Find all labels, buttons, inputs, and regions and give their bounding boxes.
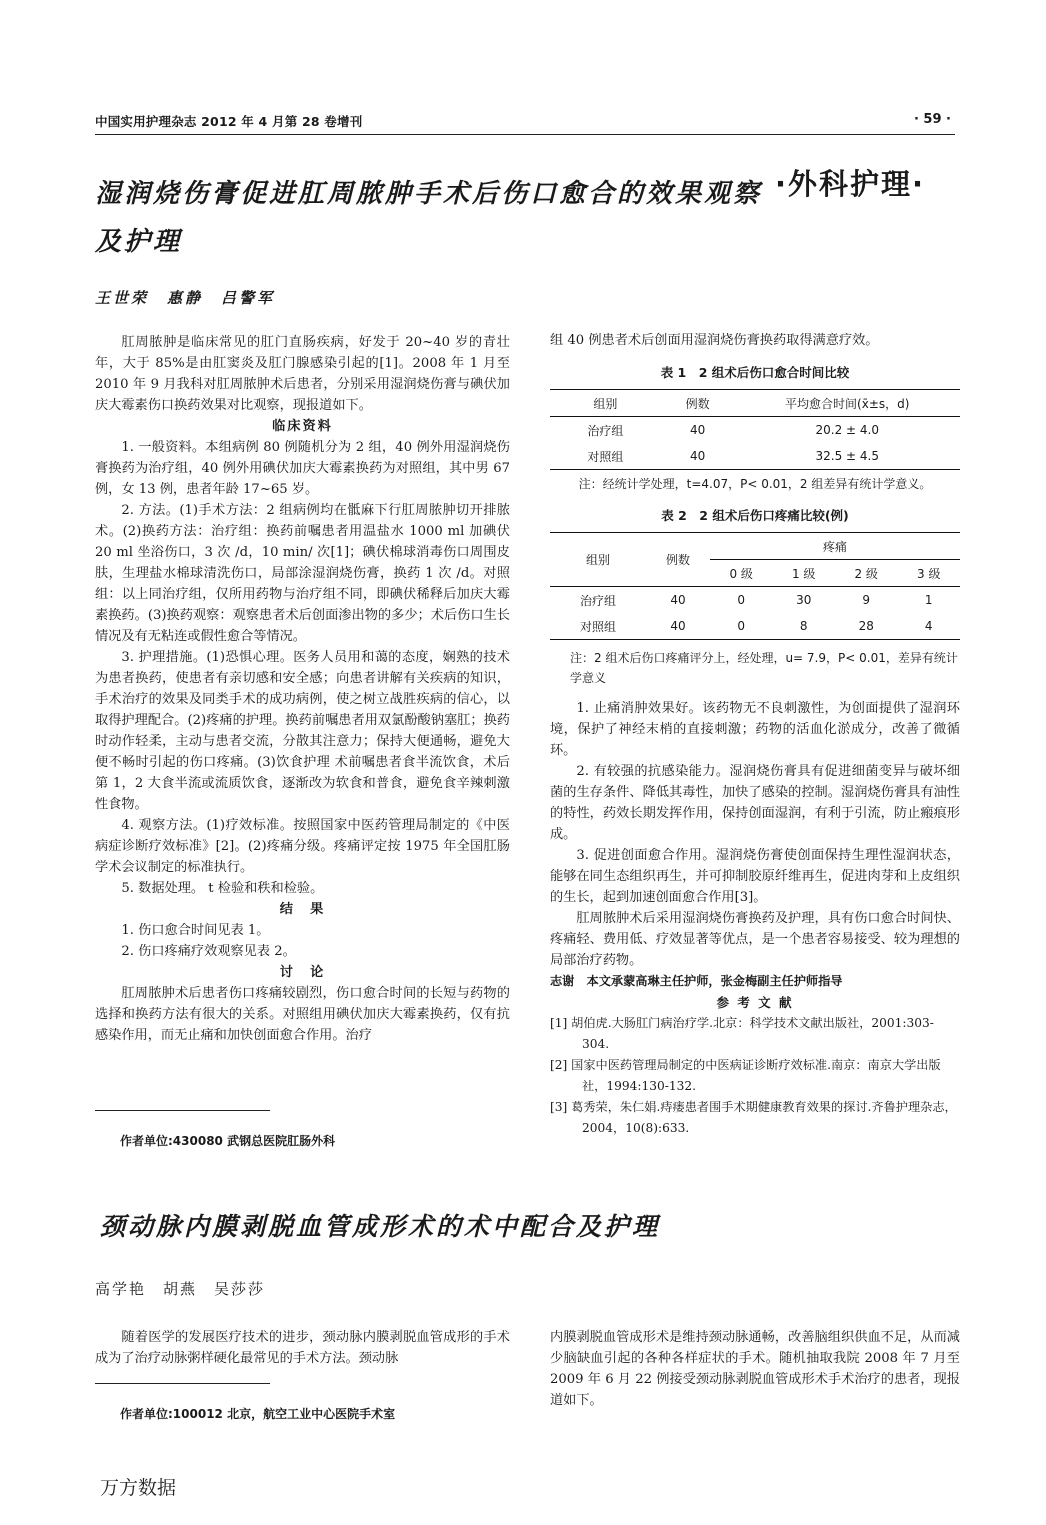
table-cell: 40	[670, 593, 686, 607]
discussion-point-3: 3. 促进创面愈合作用。湿润烧伤膏使创面保持生理性湿润状态，能够在同生态组织再生，并可抑制胶原纤维再生，促进肉芽和上皮组织的生长，起到加速创面愈合作用[3]。	[550, 848, 960, 905]
acknowledgement: 志谢 本文承蒙高琳主任护师，张金梅副主任护师指导	[550, 974, 843, 988]
table-row	[550, 443, 960, 470]
reference-item: [1] 胡伯虎.大肠肛门病治疗学.北京：科学技术文献出版社，2001:303-304.	[550, 1016, 934, 1051]
table-cell: 治疗组	[579, 593, 616, 608]
reference-item: [2] 国家中医药管理局制定的中医病证诊断疗效标准.南京：南京大学出版社，1994:130-132.	[550, 1058, 941, 1093]
footnote-rule	[95, 1110, 270, 1111]
watermark-text: 万方数据	[100, 1477, 177, 1499]
para-nursing: 3. 护理措施。(1)恐惧心理。医务人员用和蔼的态度，娴熟的技术为患者换药，使患者有亲切感和安全感；向患者讲解有关疾病的知识，手术治疗的效果及同类手术的成功病例，使之树立战胜疾病的信心，以取得护理配合。(2)疼痛的护理。换药前嘱患者用双氯酚酸钠塞肛；换药时动作轻柔，主动与患者交流，分散其注意力；保持大便通畅，避免大便不畅时引起的伤口疼痛。(3)饮食护理 术前嘱患者食半流饮食，术后第 1，2 大食半流或流质饮食，逐渐改为软食和普食，避免食辛辣刺激性食物。	[95, 650, 510, 812]
intro-paragraph: 肛周脓肿是临床常见的肛门直肠疾病，好发于 20~40 岁的青壮年，大于 85%是由肛窦炎及肛门腺感染引起的[1]。2008 年 1 月至 2010 年 9 月我科对肛周脓肿术后患者，分别采用湿润烧伤膏与碘伏加庆大霉素伤口换药效果对比观察，现报道如下。	[95, 335, 510, 413]
references-heading: 参 考 文 献	[716, 995, 794, 1010]
left-column	[95, 332, 510, 1046]
header-rule	[95, 134, 955, 135]
discussion-point-2: 2. 有较强的抗感染能力。湿润烧伤膏具有促进细菌变异与破坏细菌的生存条件、降低其毒性，加快了感染的控制。湿润烧伤膏具有油性的特性，药效长期发挥作用，保持创面湿润，有利于引流，防止瘢痕形成。	[550, 764, 960, 842]
table-row	[550, 417, 960, 444]
table-cell: 32.5 ± 4.5	[735, 443, 961, 470]
discussion-paragraph: 肛周脓肿术后患者伤口疼痛较剧烈，伤口愈合时间的长短与药物的选择和换药方法有很大的关系。对照组用碘伏加庆大霉素换药，仅有抗感染作用，而无止痛和加快创面愈合作用。治疗	[95, 986, 510, 1043]
table-cell: 30	[796, 593, 812, 607]
table1-header-count: 例数	[661, 390, 735, 417]
table-cell: 20.2 ± 4.0	[815, 423, 879, 437]
para-methods: 2. 方法。(1)手术方法：2 组病例均在骶麻下行肛周脓肿切开排脓术。(2)换药方法：治疗组：换药前嘱患者用温盐水 1000 ml 加碘伏 20 ml 坐浴伤口，3 次 /d，10 min/ 次[1]；碘伏棉球消毒伤口周围皮肤，生理盐水棉球清洗伤口，局部涂湿润烧伤膏，换药 1 次 /d。对照组：以上同治疗组，仅所用药物与治疗组不同，即碘伏稀释后加庆大霉素换药。(3)换药观察：观察患者术后创面渗出物的多少；术后伤口生长情况及有无粘连或假性愈合等情况。	[95, 503, 510, 644]
section-tag: ·外科护理·	[775, 167, 926, 201]
table2	[550, 532, 960, 640]
table1-header-group: 组别	[550, 390, 661, 417]
table2-caption: 表 2 2 组术后伤口疼痛比较(例)	[661, 508, 849, 523]
page-number: · 59 ·	[913, 112, 951, 127]
table2-grade-3: 3 级	[897, 560, 960, 587]
table-cell: 4	[897, 613, 960, 640]
table-cell: 40	[646, 613, 710, 640]
table-cell: 40	[661, 443, 735, 470]
table1-caption: 表 1 2 组术后伤口愈合时间比较	[660, 365, 850, 380]
article2-left-column	[95, 1327, 510, 1369]
result-item-2: 2. 伤口疼痛疗效观察见表 2。	[121, 944, 296, 959]
table2-note: 注：2 组术后伤口疼痛评分上，经处理，u= 7.9，P< 0.01，差异有统计学意义	[570, 651, 958, 685]
table2-grade-0: 0 级	[710, 560, 773, 587]
table2-grade-2: 2 级	[835, 560, 898, 587]
author-unit-1: 作者单位:430080 武钢总医院肛肠外科	[120, 1134, 336, 1148]
subhead-results: 结 果	[279, 902, 326, 917]
article2-authors: 高学艳 胡燕 吴莎莎	[95, 1280, 266, 1298]
article-title: 湿润烧伤膏促进肛周脓肿手术后伤口愈合的效果观察及护理	[95, 179, 763, 257]
result-item-1: 1. 伤口愈合时间见表 1。	[121, 923, 270, 938]
right-first-line: 组 40 例患者术后创面用湿润烧伤膏换药取得满意疗效。	[550, 333, 879, 348]
article2-title: 颈动脉内膜剥脱血管成形术的术中配合及护理	[100, 1212, 661, 1241]
author-unit-2: 作者单位:100012 北京，航空工业中心医院手术室	[120, 1407, 396, 1421]
table1	[550, 389, 960, 470]
para-general: 1. 一般资料。本组病例 80 例随机分为 2 组，40 例外用湿润烧伤膏换药为治疗组，40 例外用碘伏加庆大霉素换药为对照组，其中男 67 例，女 13 例，患者年龄 17~65 岁。	[95, 440, 510, 497]
article-authors: 王世荣 惠静 吕警军	[95, 289, 276, 307]
journal-header: 中国实用护理杂志 2012 年 4 月第 28 卷增刊	[95, 114, 363, 129]
table-cell: 8	[772, 613, 835, 640]
table-cell: 0	[737, 593, 746, 607]
para-statistics: 5. 数据处理。 t 检验和秩和检验。	[121, 881, 324, 896]
table2-header-count: 例数	[646, 533, 710, 587]
table-cell: 1	[924, 593, 933, 607]
table2-header-group: 组别	[550, 533, 646, 587]
table-cell: 0	[710, 613, 773, 640]
article2-intro-cont: 内膜剥脱血管成形术是维持颈动脉通畅，改善脑组织供血不足，从而减少脑缺血引起的各种各样症状的手术。随机抽取我院 2008 年 7 月至 2009 年 6 月 22 例接受颈动脉剥脱血管成形术手术治疗的患者，现报道如下。	[550, 1330, 960, 1408]
article2-right-column	[550, 1327, 960, 1411]
table-cell: 治疗组	[587, 423, 624, 438]
table2-header-pain: 疼痛	[710, 533, 960, 560]
footnote-rule-2	[95, 1383, 270, 1384]
table2-grade-1: 1 级	[772, 560, 835, 587]
para-observation: 4. 观察方法。(1)疗效标准。按照国家中医药管理局制定的《中医病症诊断疗效标准》[2]。(2)疼痛分级。疼痛评定按 1975 年全国肛肠学术会议制定的标准执行。	[95, 818, 510, 875]
article2-intro: 随着医学的发展医疗技术的进步，颈动脉内膜剥脱血管成形的手术成为了治疗动脉粥样硬化最常见的手术方法。颈动脉	[95, 1330, 510, 1366]
discussion-point-1: 1. 止痛消肿效果好。该药物无不良刺激性，为创面提供了湿润环境，保护了神经末梢的直接刺激；药物的活血化淤成分，改善了微循环。	[550, 701, 960, 758]
table-row	[550, 613, 960, 640]
conclusion-paragraph: 肛周脓肿术后采用湿润烧伤膏换药及护理，具有伤口愈合时间快、疼痛轻、费用低、疗效显著等优点，是一个患者容易接受、较为理想的局部治疗药物。	[550, 911, 960, 968]
table-cell: 9	[862, 593, 871, 607]
table-cell: 对照组	[550, 613, 646, 640]
subhead-clinical: 临床资料	[272, 419, 333, 434]
table-cell: 对照组	[550, 443, 661, 470]
right-column	[550, 330, 960, 1139]
table1-header-time: 平均愈合时间(x̄±s，d)	[735, 390, 961, 417]
table-row	[550, 587, 960, 614]
reference-item: [3] 葛秀荣，朱仁娟.痔瘘患者围手术期健康教育效果的探讨.齐鲁护理杂志，2004，10(8):633.	[550, 1100, 957, 1135]
table1-note: 注：经统计学处理，t=4.07，P< 0.01，2 组差异有统计学意义。	[578, 477, 932, 491]
table-cell: 28	[835, 613, 898, 640]
table-cell: 40	[689, 423, 706, 437]
subhead-discussion: 讨 论	[279, 965, 326, 980]
